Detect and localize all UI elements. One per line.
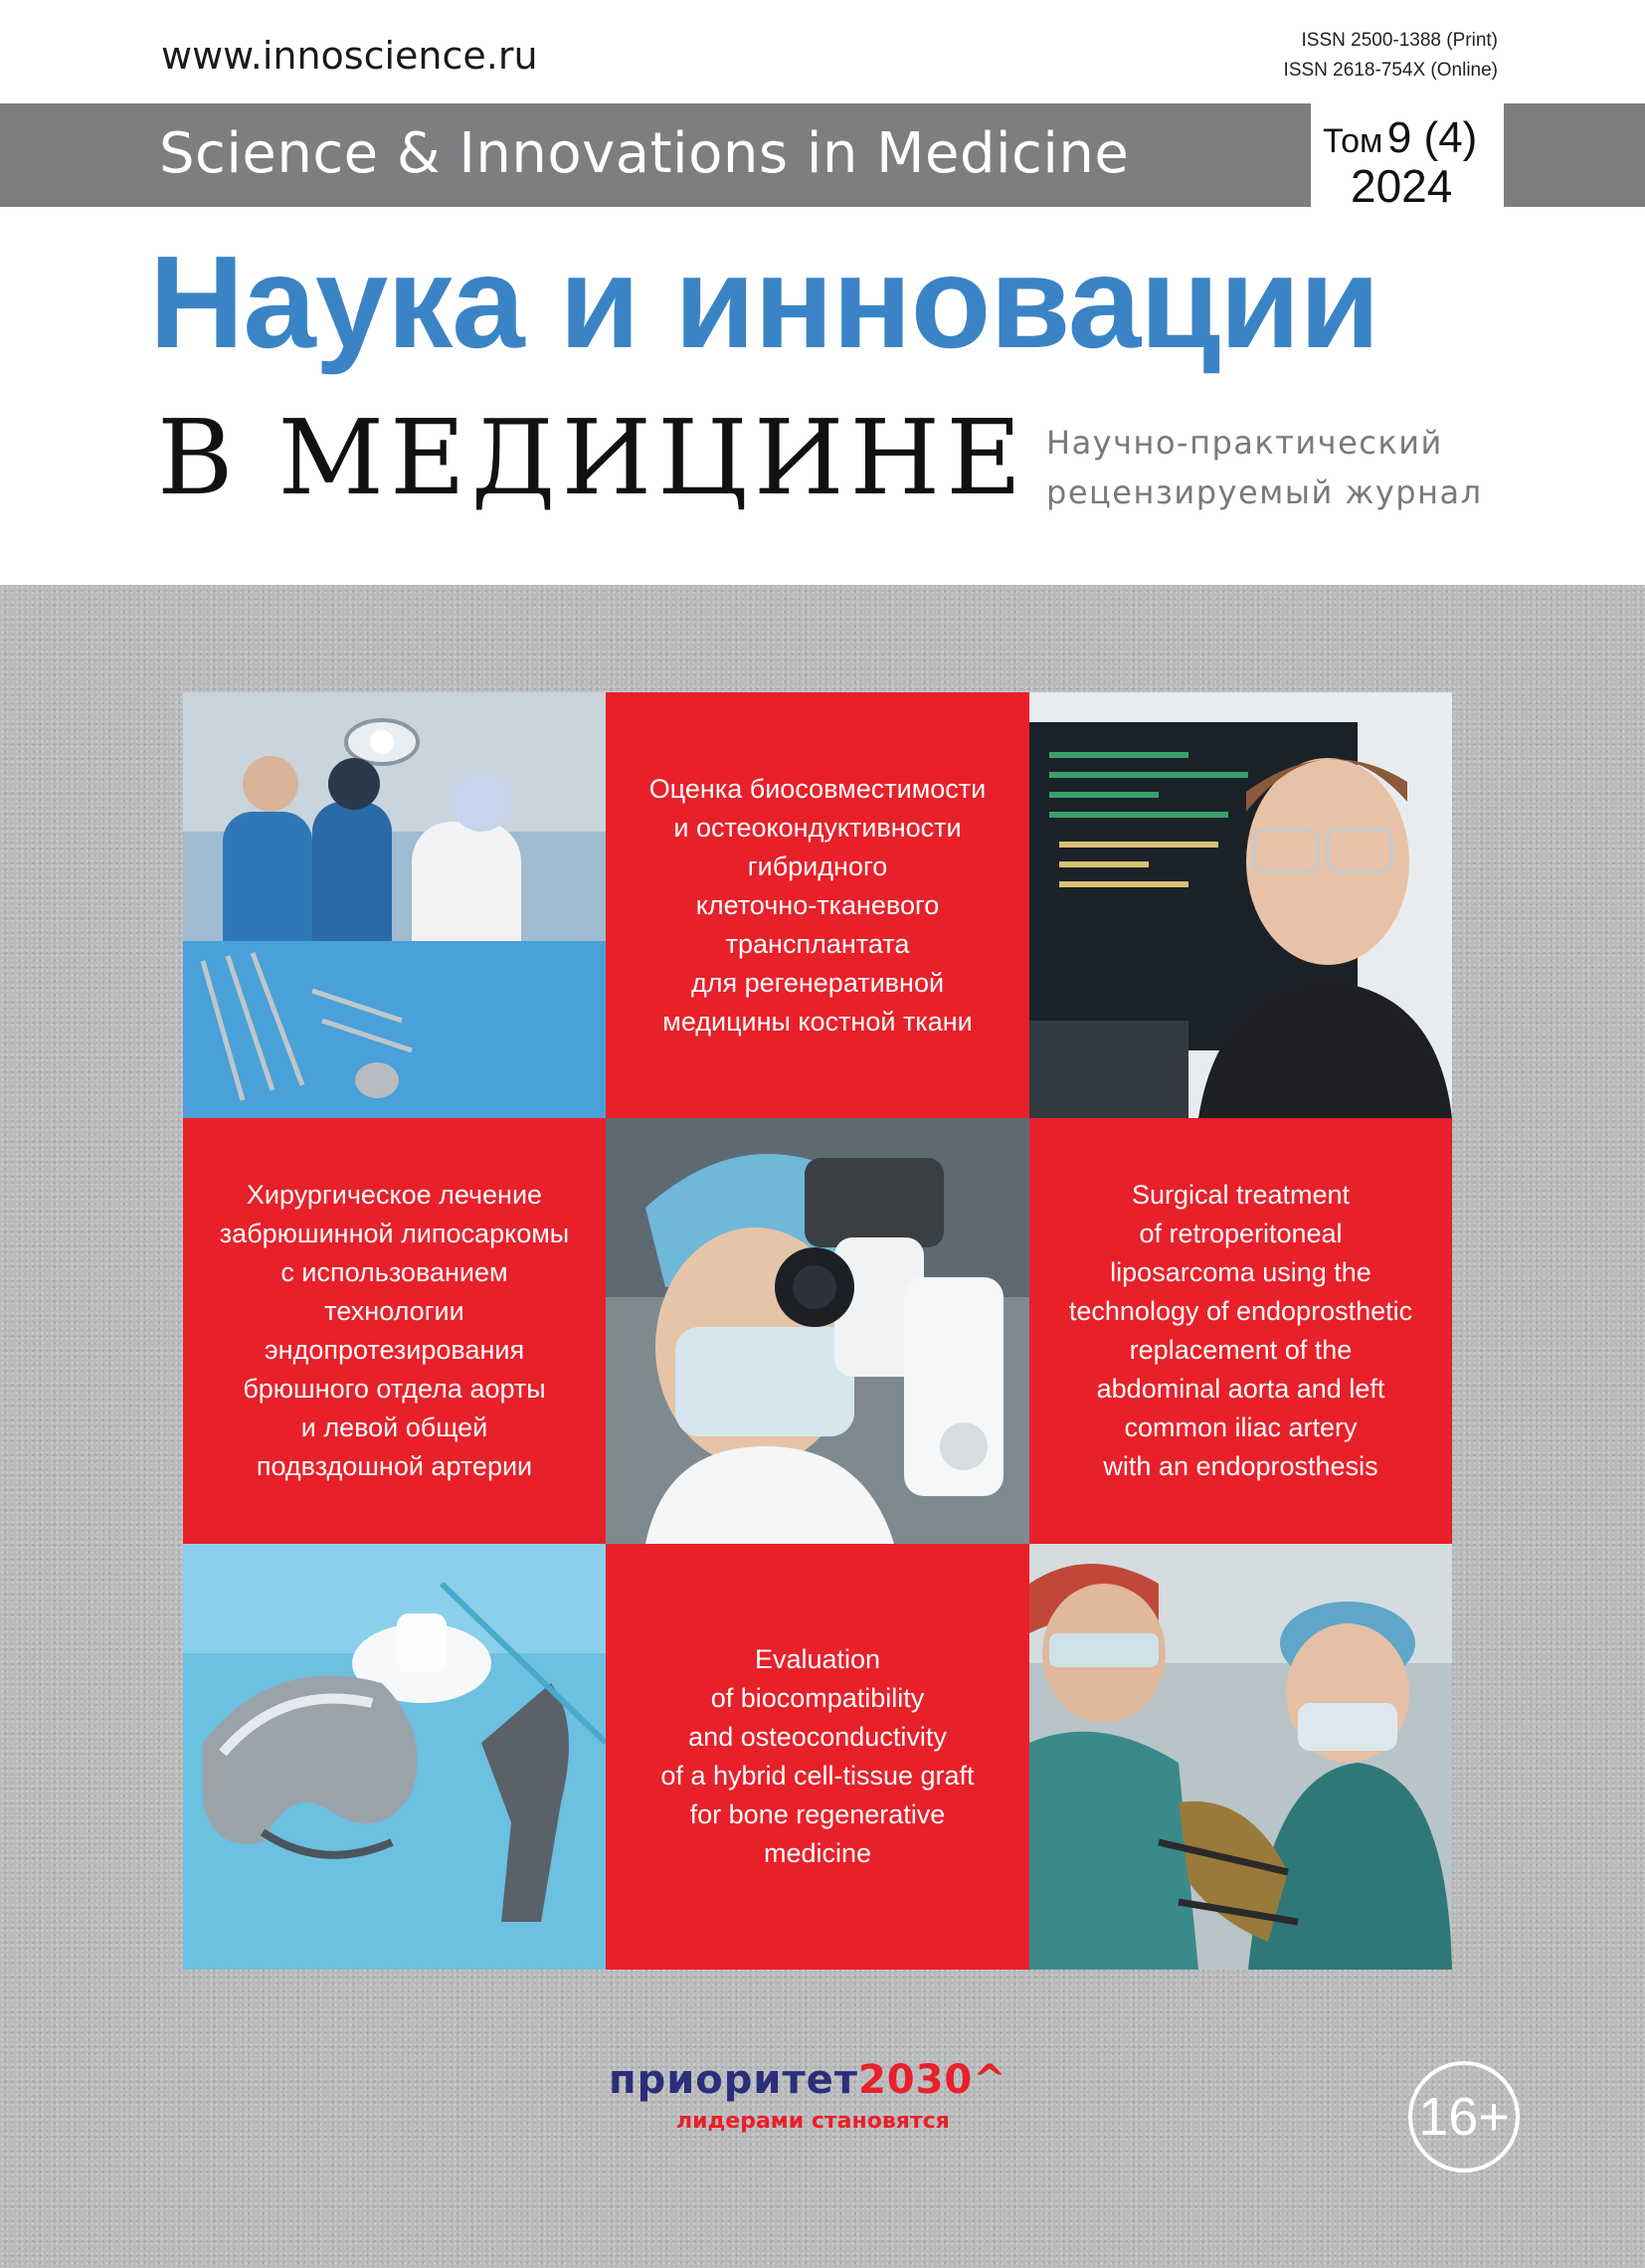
- site-url[interactable]: www.innoscience.ru: [161, 34, 538, 78]
- article-line: медицины костной ткани: [662, 1006, 973, 1037]
- article-line: and osteoconductivity: [688, 1722, 947, 1752]
- orthopedic-surgeons-photo: [1029, 1544, 1452, 1970]
- article-line: with an endoprosthesis: [1103, 1451, 1378, 1481]
- volume-number: 9 (4): [1386, 113, 1478, 162]
- article-line: abdominal aorta and left: [1096, 1374, 1385, 1404]
- article-line: подвздошной артерии: [256, 1451, 533, 1481]
- article-card-ru-1[interactable]: [606, 692, 1029, 1118]
- priority-word: приоритет: [609, 2057, 858, 2103]
- article-grid: [183, 692, 1452, 1970]
- issn-print: ISSN 2500-1388 (Print): [1301, 30, 1498, 51]
- volume-label: Том: [1323, 122, 1383, 160]
- article-line: брюшного отдела аорты: [243, 1374, 546, 1404]
- journal-subtitle-ru: В МЕДИЦИНЕ: [157, 397, 1028, 518]
- journal-title-ru: Наука и инновации: [149, 229, 1379, 375]
- article-line: с использованием: [280, 1257, 508, 1287]
- article-line: и левой общей: [300, 1413, 488, 1442]
- article-line: гибридного: [747, 850, 888, 881]
- article-title: [1055, 1176, 1426, 1486]
- surgery-team-photo: [183, 692, 606, 1118]
- article-line: technology of endoprosthetic: [1068, 1296, 1413, 1326]
- issue-year: 2024: [1351, 160, 1453, 212]
- article-line: для регенеративной: [690, 967, 945, 998]
- article-line: технологии: [324, 1296, 464, 1326]
- microscope-photo: [606, 1118, 1029, 1544]
- journal-description: [1046, 418, 1483, 517]
- article-line: of retroperitoneal: [1139, 1219, 1343, 1248]
- article-card-ru-2[interactable]: [183, 1118, 606, 1544]
- article-line: и остеокондуктивности: [673, 812, 962, 843]
- article-line: of a hybrid cell-tissue graft: [660, 1761, 975, 1791]
- article-line: эндопротезирования: [264, 1335, 525, 1365]
- journal-title-en: Science & Innovations in Medicine: [159, 121, 1130, 186]
- article-line: клеточно-тканевого: [695, 889, 940, 920]
- priority-2030-logo: [609, 2057, 1007, 2103]
- issn-online: ISSN 2618-754X (Online): [1283, 60, 1498, 81]
- description-line: рецензируемый журнал: [1046, 473, 1483, 511]
- age-rating-badge: 16+: [1408, 2061, 1520, 2173]
- priority-tagline: лидерами становятся: [676, 2109, 950, 2134]
- article-line: забрюшинной липосаркомы: [219, 1219, 570, 1248]
- issn-block: [1284, 26, 1498, 86]
- article-card-en-2[interactable]: [606, 1544, 1029, 1970]
- article-card-en-1[interactable]: [1029, 1118, 1452, 1544]
- article-title: [206, 1176, 583, 1486]
- knee-implant-photo: [183, 1544, 606, 1970]
- issue-box: [1311, 103, 1504, 212]
- article-line: трансплантата: [725, 928, 910, 959]
- article-line: for bone regenerative: [689, 1799, 946, 1829]
- article-line: Surgical treatment: [1131, 1180, 1351, 1210]
- article-line: of biocompatibility: [710, 1683, 925, 1713]
- article-line: Evaluation: [754, 1644, 881, 1674]
- priority-year: 2030^: [857, 2057, 1007, 2103]
- article-title: [636, 770, 1001, 1041]
- article-line: Оценка биосовместимости: [648, 773, 987, 804]
- description-line: Научно-практический: [1046, 424, 1443, 462]
- volume-issue: [1323, 113, 1477, 163]
- researcher-photo: [1029, 692, 1452, 1118]
- article-line: liposarcoma using the: [1110, 1257, 1371, 1287]
- article-line: common iliac artery: [1124, 1413, 1358, 1442]
- article-title: [646, 1640, 988, 1873]
- article-line: Хирургическое лечение: [246, 1180, 543, 1210]
- article-line: medicine: [763, 1838, 872, 1868]
- article-line: replacement of the: [1129, 1335, 1353, 1365]
